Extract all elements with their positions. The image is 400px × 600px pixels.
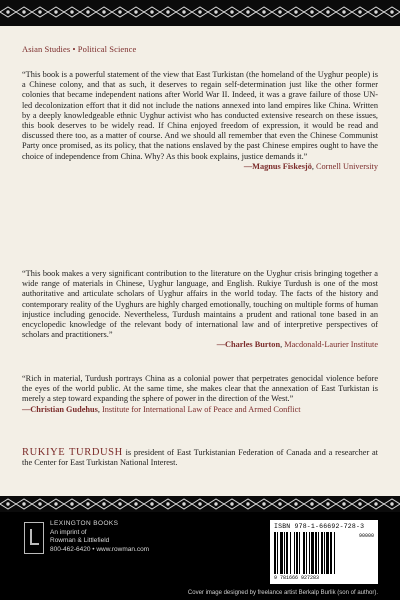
price-code: 90000 xyxy=(358,533,374,539)
review-1-institution: Cornell University xyxy=(316,161,378,171)
barcode-number: 9 781666 927283 xyxy=(274,575,320,581)
publisher-line-2: Rowman & Littlefield xyxy=(50,537,110,544)
ornament-pattern-top xyxy=(0,4,400,20)
review-1-text: “This book is a powerful statement of the view that East Turkistan (the homeland of the Uyghur people) is a Chinese colony, and that as such, it deserves to regain self-determination just like the other former colonies that became independent nations after World War II. Indeed, it was a grave failure of those UN-led decolonization effort that it did not include the nations annexed into land empires like China. Written by a deeply knowledgeable ethnic Uyghur activist who has conducted extensive research on these issues, this book deserves to be widely read. If China enjoyed freedom of expression, it would be read and discussed there too, as a matter of course. And we should all remember that even the Chinese Communist Party once promised, as its policy, that the nations enslaved by the past Chinese empires ought to have the choice of independence from China. Why? As this book explains, justice demands it.” xyxy=(22,70,378,161)
author-name: RUKIYE TURDUSH xyxy=(22,447,123,458)
review-2-institution: Macdonald-Laurier Institute xyxy=(284,340,378,350)
review-1 xyxy=(22,70,378,172)
review-2-name: —Charles Burton xyxy=(216,340,281,350)
review-1-name: —Magnus Fiskesjö xyxy=(243,161,312,171)
review-3-name: —Christian Gudehus xyxy=(22,404,98,414)
barcode-icon xyxy=(274,532,352,574)
middle-ornament-band xyxy=(0,496,400,512)
review-3-attribution: —Christian Gudehus, Institute for International Law of Peace and Armed Conflict xyxy=(22,404,301,414)
review-2 xyxy=(22,269,378,351)
review-3-text: “Rich in material, Turdush portrays China as a colonial power that perpetrates genocidal violence before the eyes of the world public. At the same time, she makes clear that the annexation of East Turkistan is merely a step toward expanding the sphere of power in the direction of the West.” xyxy=(22,374,378,404)
review-3 xyxy=(22,374,378,415)
cover-credit: Cover image designed by freelance artist Berkalp Burlik (son of author). xyxy=(187,590,378,596)
review-2-attribution: —Charles Burton, Macdonald-Laurier Institute xyxy=(216,340,378,350)
publisher-line-3: 800-462-6420 • www.rowman.com xyxy=(50,545,150,553)
publisher-line-1: An imprint of xyxy=(50,528,87,536)
category-label: Asian Studies • Political Science xyxy=(22,44,137,54)
author-bio xyxy=(22,448,378,468)
review-3-institution: Institute for International Law of Peace and Armed Conflict xyxy=(102,404,301,414)
barcode-box xyxy=(270,520,378,584)
publisher-logo-icon xyxy=(24,522,44,554)
review-2-text: “This book makes a very significant contribution to the literature on the Uyghur crisis bringing together a wide range of materials in Chinese, Uyghur language, and English. Rukiye Turdush is one of the most authoritative and articulate scholars of Uyghur affairs in the world today. The facts of the history and contemporary reality of the Uyghurs are highly charged emotionally, touching on multiple forms of human injustice including genocide. Nevertheless, Turdush maintains a prudent and rational tone based in an encyclopedic knowledge of the relevant body of international law and of interpretive perspectives of scholars and practitioners.” xyxy=(22,269,378,340)
back-cover-panel xyxy=(0,26,400,496)
top-ornament-band xyxy=(0,0,400,26)
ornament-pattern-middle xyxy=(0,496,400,512)
publisher-section xyxy=(0,512,400,600)
isbn-text: ISBN 978-1-66692-728-3 xyxy=(274,523,365,530)
author-bio-text: is president of East Turkistanian Federation of Canada and a researcher at the Center for East Turkistan National Interest. xyxy=(22,448,378,468)
review-1-attribution: —Magnus Fiskesjö, Cornell University xyxy=(243,161,378,171)
publisher-info xyxy=(50,520,149,554)
publisher-name: LEXINGTON BOOKS xyxy=(50,520,119,527)
